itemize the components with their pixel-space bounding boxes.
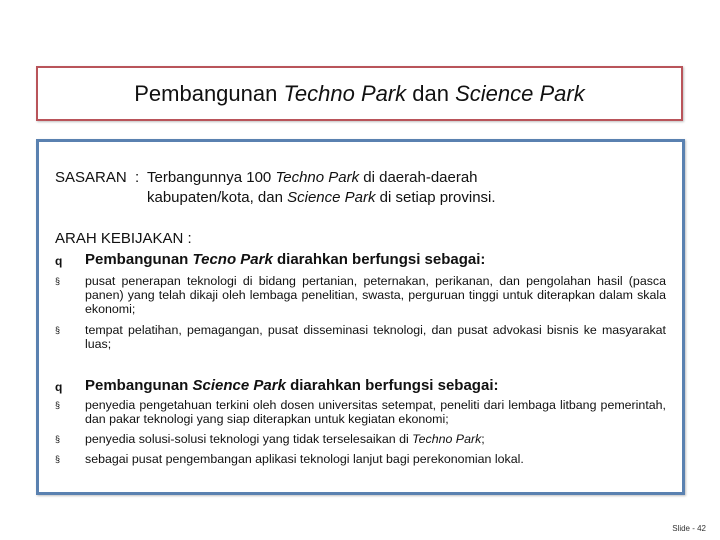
- section1-bullet-2: § tempat pelatihan, pemagangan, pusat disseminasi teknologi, dan pusat advokasi bisnis ke masyarakat luas;: [55, 323, 666, 351]
- square-bullet-icon: §: [55, 325, 61, 335]
- section2-bullet-1: § penyedia pengetahuan terkini oleh dosen universitas setempat, peneliti dari lembaga litbang pemerintah, dan pakar teknologi yang siap diterapkan untuk kegiatan ekonomi;: [55, 398, 666, 426]
- title-text-2: dan: [406, 80, 456, 106]
- section2-heading: q Pembangunan Science Park diarahkan berfungsi sebagai:: [55, 376, 498, 397]
- checkbox-bullet-icon: q: [55, 254, 63, 268]
- content-box: [36, 139, 685, 495]
- checkbox-bullet-icon: q: [55, 380, 63, 394]
- title-text-science-park: Science Park: [455, 80, 585, 106]
- square-bullet-icon: §: [55, 434, 61, 444]
- sasaran-label: SASARAN :: [55, 169, 140, 186]
- title-box: [36, 66, 683, 121]
- sasaran-line-2: kabupaten/kota, dan Science Park di setiap provinsi.: [147, 189, 496, 206]
- sasaran-line-1: SASARAN :Terbangunnya 100 Techno Park di daerah-daerah: [55, 169, 478, 186]
- section1-bullet-1: § pusat penerapan teknologi di bidang pertanian, peternakan, perikanan, dan pengolahan hasil (pasca panen) yang telah dikaji oleh lembaga penelitian, swasta, perguruan tinggi untuk diterapkan dalam skala ekonomi;: [55, 274, 666, 316]
- arah-kebijakan-label: ARAH KEBIJAKAN :: [55, 230, 192, 247]
- section2-bullet-2: § penyedia solusi-solusi teknologi yang tidak terselesaikan di Techno Park;: [55, 432, 485, 446]
- square-bullet-icon: §: [55, 454, 61, 464]
- section2-bullet-3: § sebagai pusat pengembangan aplikasi teknologi lanjut bagi perekonomian lokal.: [55, 452, 524, 466]
- section1-heading: q Pembangunan Tecno Park diarahkan berfungsi sebagai:: [55, 250, 485, 271]
- slide-title: [134, 81, 585, 107]
- square-bullet-icon: §: [55, 400, 61, 410]
- slide-number: Slide - 42: [672, 524, 706, 533]
- title-text-1: Pembangunan: [134, 80, 284, 106]
- sasaran-block: [55, 168, 496, 208]
- square-bullet-icon: §: [55, 276, 61, 286]
- title-text-techno-park: Techno Park: [283, 80, 407, 106]
